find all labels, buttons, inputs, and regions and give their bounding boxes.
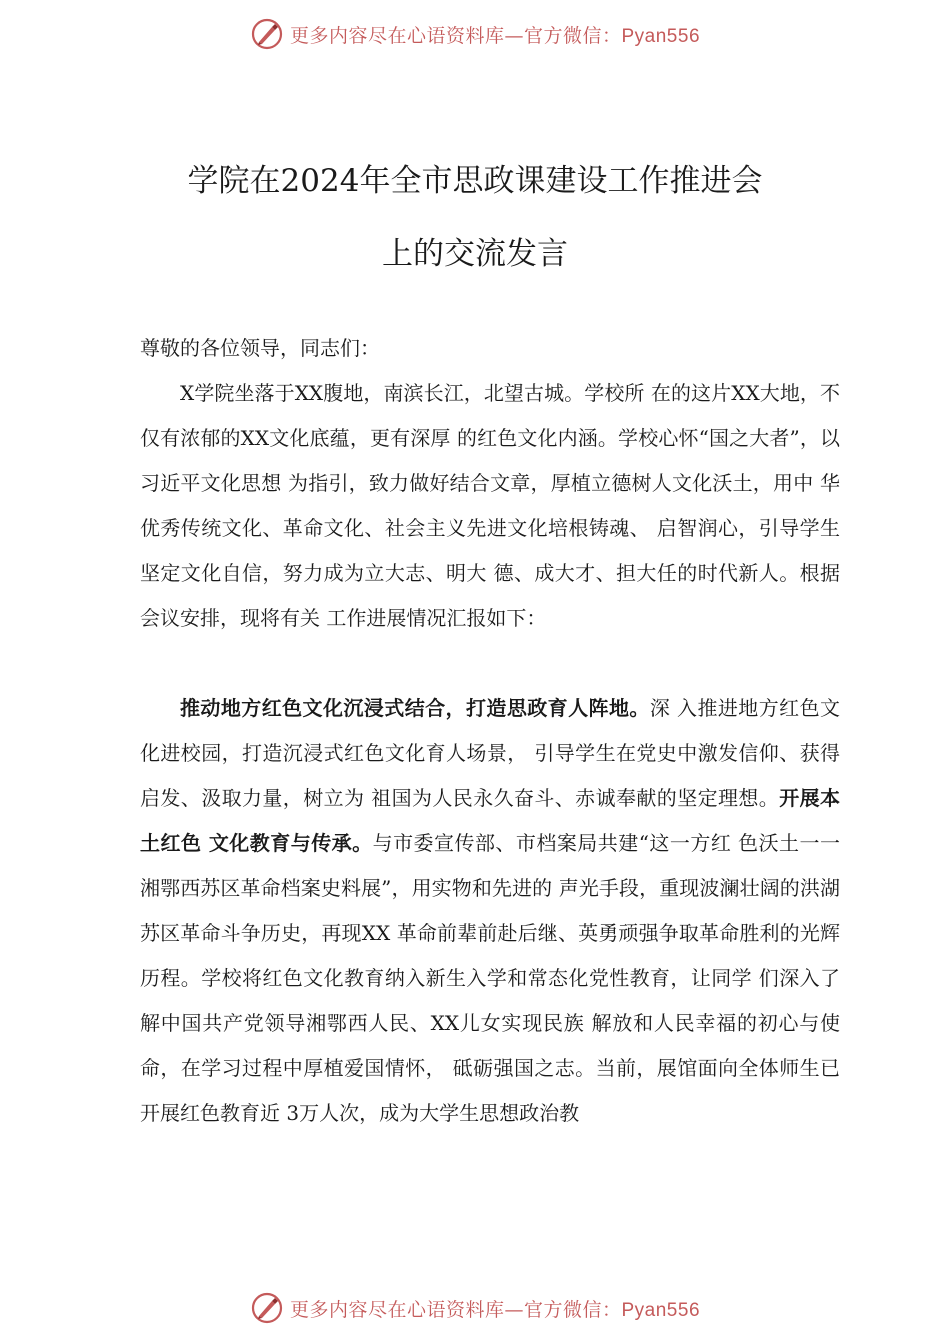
pen-logo-icon	[250, 1291, 284, 1325]
section-heading-2: 开展本土红色 文化教育与传承。	[140, 786, 841, 855]
section-heading-1: 推动地方红色文化沉浸式结合，打造思政育人阵地。	[180, 696, 650, 720]
salutation	[140, 326, 840, 371]
document-title-line2: 上的交流发言	[382, 236, 568, 272]
salutation-text: 尊敬的各位领导，同志们：	[140, 336, 380, 360]
watermark-text: 更多内容尽在心语资料库—官方微信：Pyan556	[289, 24, 701, 47]
watermark-banner-top	[0, 14, 950, 54]
paragraph-intro-text: X学院坐落于XX腹地，南滨长江，北望古城。学校所 在的这片XX大地，不仅有浓郁的XX文化底蕴，更有深厚 的红色文化内涵。学校心怀“国之大者”，以习近平文化思想 为指引，致力做好结合文章，厚植立德树人文化沃土，用中 华优秀传统文化、革命文化、社会主义先进文化培根铸魂、 启智润心，引导学生坚定文化自信，努力成为立大志、明大 德、成大才、担大任的时代新人。根据会议安排，现将有关 工作进展情况汇报如下：	[140, 381, 840, 630]
paragraph-intro	[140, 371, 840, 641]
paragraph-red-culture	[140, 686, 840, 1136]
section-text-2: 与市委宣传部、市档案局共建“这一方红 色沃土一一湘鄂西苏区革命档案史料展”，用实物和先进的 声光手段，重现波澜壮阔的洪湖苏区革命斗争历史，再现XX 革命前辈前赴后继、英勇顽强争取革命胜利的光辉历程。学校将红色文化教育纳入新生入学和常态化党性教育，让同学 们深入了解中国共产党领导湘鄂西人民、XX儿女实现民族 解放和人民幸福的初心与使命，在学习过程中厚植爱国情怀， 砥砺强国之志。当前，展馆面向全体师生已开展红色教育近 3万人次，成为大学生思想政治教	[140, 831, 840, 1125]
pen-logo-icon	[250, 17, 284, 51]
section-text-1: 深 入推进地方红色文化进校园，打造沉浸式红色文化育人场景， 引导学生在党史中激发信仰、获得启发、汲取力量，树立为 祖国为人民永久奋斗、赤诚奉献的坚定理想。	[140, 696, 841, 810]
watermark-text: 更多内容尽在心语资料库—官方微信：Pyan556	[289, 1298, 701, 1321]
document-title-line1: 学院在2024年全市思政课建设工作推进会	[187, 163, 763, 199]
watermark-banner-bottom	[0, 1288, 950, 1328]
paragraph-red-culture-text	[140, 686, 840, 1136]
